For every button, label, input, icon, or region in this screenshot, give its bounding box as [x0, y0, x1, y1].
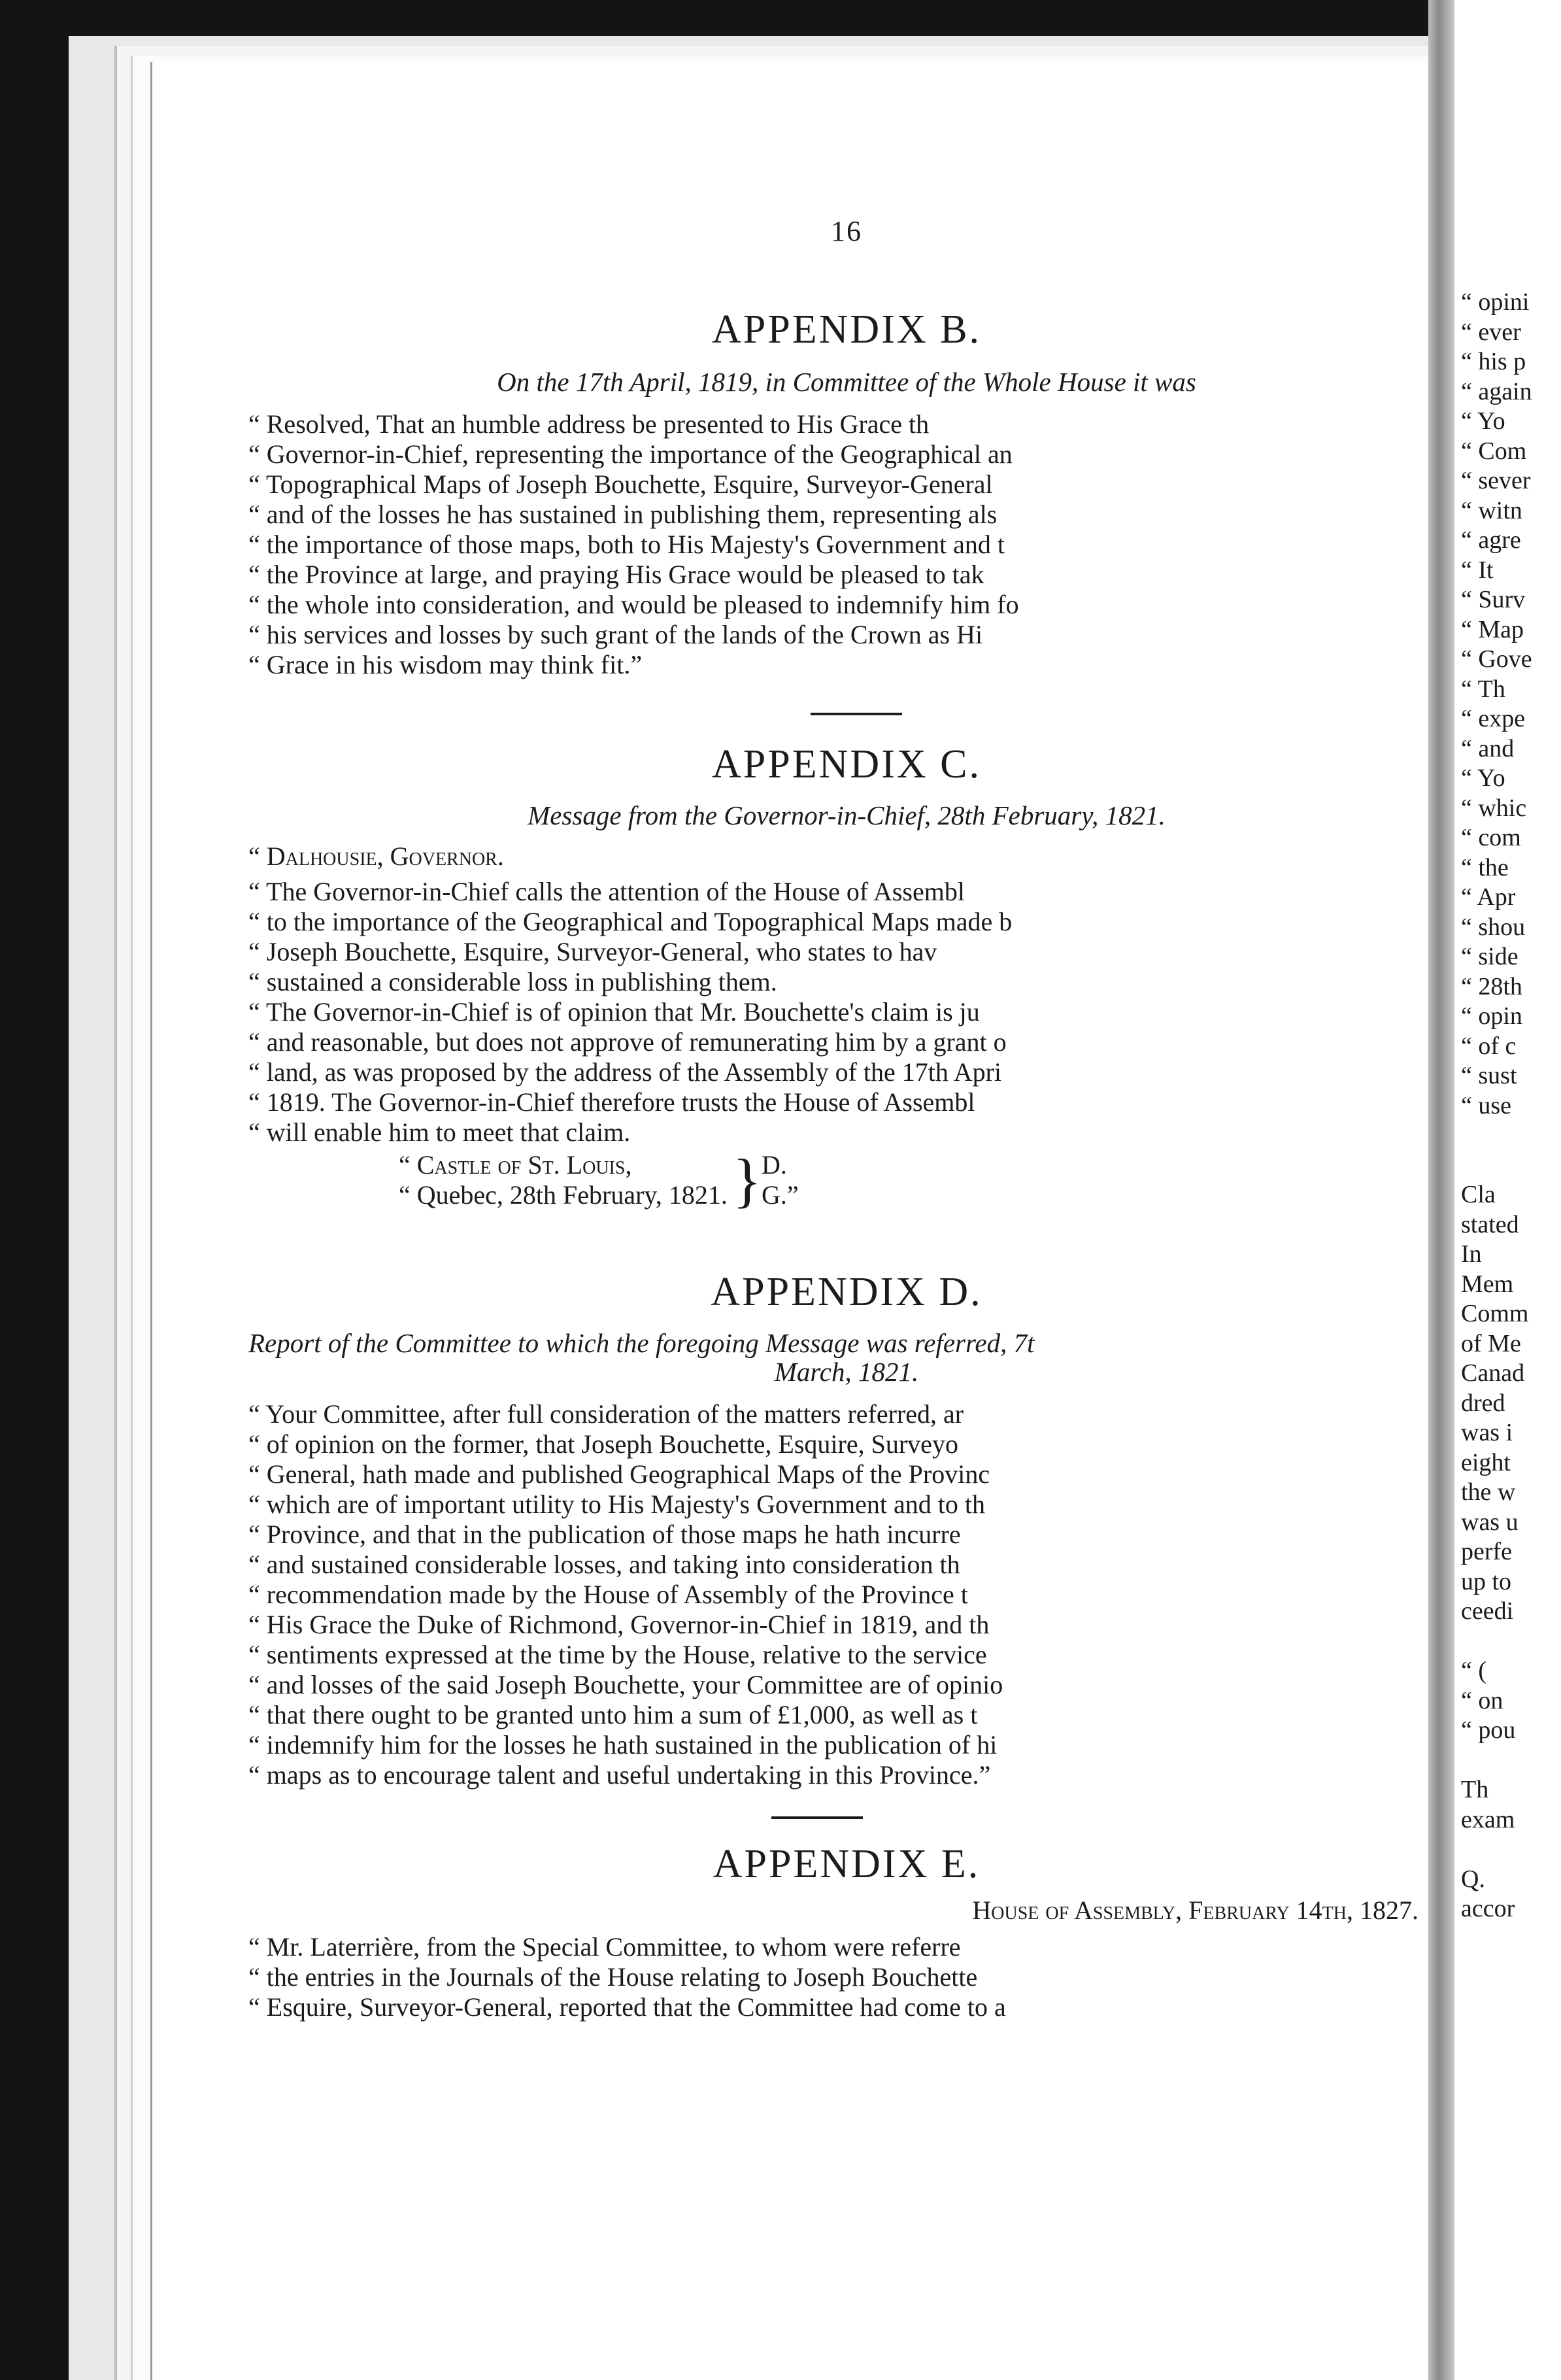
body-line: “ and losses of the said Joseph Bouchette, your Committee are of opinio: [248, 1670, 1003, 1699]
facing-page-fragment: “ on: [1461, 1686, 1503, 1714]
signature-brace: }: [732, 1147, 762, 1214]
facing-page-fragment: “ com: [1461, 824, 1521, 851]
facing-page-fragment: “ agre: [1461, 526, 1521, 554]
facing-page-fragment: “ sust: [1461, 1062, 1517, 1089]
body-line: “ that there ought to be granted unto him a sum of £1,000, as well as t: [248, 1700, 978, 1729]
facing-page-fragment: was u: [1461, 1508, 1519, 1536]
body-line: “ Governor-in-Chief, representing the importance of the Geographical an: [248, 439, 1013, 469]
body-line: “ Esquire, Surveyor-General, reported that the Committee had come to a: [248, 1992, 1006, 2022]
facing-page-fragment: “ Surv: [1461, 586, 1526, 613]
facing-page-fragment: up to: [1461, 1567, 1512, 1595]
facing-page-fragment: “ again: [1461, 377, 1532, 405]
body-line: “ Resolved, That an humble address be presented to His Grace th: [248, 409, 930, 439]
body-line: “ The Governor-in-Chief is of opinion that Mr. Bouchette's claim is ju: [248, 997, 980, 1027]
facing-page-fragment: Cla: [1461, 1181, 1496, 1208]
appendix-d-subheading: Report of the Committee to which the foregoing Message was referred, 7t: [248, 1328, 1035, 1358]
facing-page-fragment: “ Th: [1461, 675, 1505, 703]
facing-page-fragment: “ and: [1461, 734, 1515, 762]
facing-page-fragment: accor: [1461, 1895, 1515, 1922]
facing-page-fragment: [1461, 1151, 1561, 1181]
body-line: “ Mr. Laterrière, from the Special Committee, to whom were referre: [248, 1932, 961, 1962]
facing-page-fragment: perfe: [1461, 1538, 1513, 1565]
facing-page-fragment: stated: [1461, 1210, 1519, 1238]
facing-page-fragment: “ use: [1461, 1091, 1512, 1119]
facing-page-fragment: “ opin: [1461, 1002, 1522, 1030]
body-line: “ Your Committee, after full consideration of the matters referred, ar: [248, 1399, 964, 1429]
facing-page-fragment: “ Yo: [1461, 764, 1505, 792]
appendix-c-body: [248, 877, 1445, 1148]
facing-page-fragment: “ whic: [1461, 794, 1527, 822]
appendix-b-body: [248, 409, 1445, 680]
body-line: “ of opinion on the former, that Joseph Bouchette, Esquire, Surveyo: [248, 1429, 958, 1459]
body-line: “ the importance of those maps, both to His Majesty's Government and t: [248, 530, 1005, 559]
facing-page-fragment: “ Gove: [1461, 645, 1532, 673]
body-line: “ the entries in the Journals of the House relating to Joseph Bouchette: [248, 1962, 978, 1992]
body-line: “ the whole into consideration, and would be pleased to indemnify him fo: [248, 590, 1019, 619]
body-line: “ to the importance of the Geographical and Topographical Maps made b: [248, 907, 1013, 936]
book-gutter: [1428, 0, 1454, 2380]
facing-page-fragment: Th: [1461, 1776, 1489, 1803]
facing-page-fragment: [1461, 1746, 1561, 1776]
appendix-b-heading: APPENDIX B.: [712, 307, 981, 352]
facing-page-fragment: “ pou: [1461, 1716, 1516, 1744]
body-line: “ The Governor-in-Chief calls the attention of the House of Assembl: [248, 877, 965, 906]
facing-page-fragment: Mem: [1461, 1270, 1514, 1298]
facing-page-fragment: “ opini: [1461, 288, 1530, 316]
facing-page-fragment: Comm: [1461, 1300, 1529, 1327]
facing-page-fragment: dred: [1461, 1389, 1505, 1417]
facing-page-text: [1454, 0, 1561, 1924]
appendix-d-subheading-date: March, 1821.: [774, 1357, 919, 1387]
facing-page-fragment: “ Com: [1461, 437, 1527, 465]
body-line: “ maps as to encourage talent and useful undertaking in this Province.”: [248, 1760, 991, 1790]
appendix-d-body: [248, 1399, 1445, 1790]
body-line: “ sentiments expressed at the time by the House, relative to the service: [248, 1640, 987, 1669]
facing-page-fragment: [1461, 1121, 1561, 1151]
body-line: “ will enable him to meet that claim.: [248, 1117, 631, 1147]
facing-page-fragment: “ sever: [1461, 467, 1531, 494]
signature-place: “ Castle of St. Louis,: [399, 1150, 632, 1180]
facing-page-fragment: “ shou: [1461, 913, 1526, 941]
body-line: “ Province, and that in the publication of those maps he hath incurre: [248, 1520, 961, 1549]
body-line: “ Joseph Bouchette, Esquire, Surveyor-General, who states to hav: [248, 937, 937, 966]
facing-page-fragment: “ the: [1461, 853, 1509, 881]
appendix-c-salutation: “ Dalhousie, Governor.: [248, 842, 504, 871]
facing-page-fragment: “ expe: [1461, 705, 1526, 732]
facing-page-fragment: eight: [1461, 1448, 1511, 1476]
appendix-d-heading: APPENDIX D.: [711, 1270, 982, 1314]
facing-page-fragment: “ It: [1461, 556, 1494, 584]
appendix-c-signature: [399, 1147, 1445, 1214]
signature-initials: D.: [761, 1150, 787, 1180]
body-line: “ Grace in his wisdom may think fit.”: [248, 650, 643, 679]
facing-page-fragment: “ Map: [1461, 615, 1524, 643]
signature-initials: G.”: [761, 1180, 799, 1210]
appendix-c-subheading: Message from the Governor-in-Chief, 28th February, 1821.: [528, 800, 1166, 830]
facing-page-fragment: “ his p: [1461, 348, 1526, 375]
body-line: “ which are of important utility to His Majesty's Government and to th: [248, 1489, 985, 1519]
facing-page-fragment: “ ever: [1461, 318, 1521, 346]
facing-page-fragment: “ Yo: [1461, 407, 1505, 435]
body-line: “ 1819. The Governor-in-Chief therefore trusts the House of Assembl: [248, 1087, 975, 1117]
facing-page-fragment: “ witn: [1461, 496, 1522, 524]
facing-page-fragment: Q.: [1461, 1865, 1485, 1893]
signature-date: “ Quebec, 28th February, 1821.: [399, 1180, 728, 1210]
facing-page-fragment: “ side: [1461, 943, 1519, 970]
facing-page-fragment: ceedi: [1461, 1597, 1514, 1625]
appendix-e-body: [248, 1932, 1445, 2022]
appendix-e-heading: APPENDIX E.: [713, 1842, 981, 1886]
facing-page-fragment: “ Apr: [1461, 883, 1516, 911]
facing-page-fragment: “ (: [1461, 1657, 1487, 1684]
body-line: “ recommendation made by the House of Assembly of the Province t: [248, 1580, 968, 1609]
body-line: “ the Province at large, and praying His Grace would be pleased to tak: [248, 560, 984, 589]
facing-page-fragment: Canad: [1461, 1359, 1525, 1387]
page-text-column: [248, 98, 1445, 2380]
body-line: “ and sustained considerable losses, and taking into consideration th: [248, 1550, 960, 1579]
body-line: “ sustained a considerable loss in publishing them.: [248, 967, 777, 996]
body-line: “ indemnify him for the losses he hath sustained in the publication of hi: [248, 1730, 998, 1760]
body-line: “ and reasonable, but does not approve of remunerating him by a grant o: [248, 1027, 1007, 1057]
facing-page-fragment: In: [1461, 1240, 1482, 1268]
facing-page-fragment: [1461, 1627, 1561, 1657]
facing-page-fragment: the w: [1461, 1478, 1516, 1506]
body-line: “ Topographical Maps of Joseph Bouchette, Esquire, Surveyor-General: [248, 469, 993, 499]
body-line: “ His Grace the Duke of Richmond, Governor-in-Chief in 1819, and th: [248, 1610, 990, 1639]
facing-page-fragment: was i: [1461, 1419, 1513, 1446]
facing-page-fragment: [1461, 1835, 1561, 1865]
facing-page-fragment: “ of c: [1461, 1032, 1517, 1060]
facing-page: [1454, 0, 1561, 2380]
facing-page-fragment: of Me: [1461, 1329, 1521, 1357]
appendix-e-dateline: House of Assembly, February 14th, 1827.: [972, 1896, 1418, 1925]
page-number: 16: [831, 215, 862, 247]
appendix-b-subheading: On the 17th April, 1819, in Committee of the Whole House it was: [497, 367, 1196, 397]
body-line: “ General, hath made and published Geographical Maps of the Provinc: [248, 1459, 990, 1489]
body-line: “ his services and losses by such grant of the lands of the Crown as Hi: [248, 620, 983, 649]
appendix-c-heading: APPENDIX C.: [712, 742, 981, 787]
body-line: “ and of the losses he has sustained in publishing them, representing als: [248, 500, 998, 529]
body-line: “ land, as was proposed by the address of the Assembly of the 17th Apri: [248, 1057, 1002, 1087]
facing-page-fragment: “ 28th: [1461, 972, 1522, 1000]
facing-page-fragment: exam: [1461, 1805, 1515, 1833]
